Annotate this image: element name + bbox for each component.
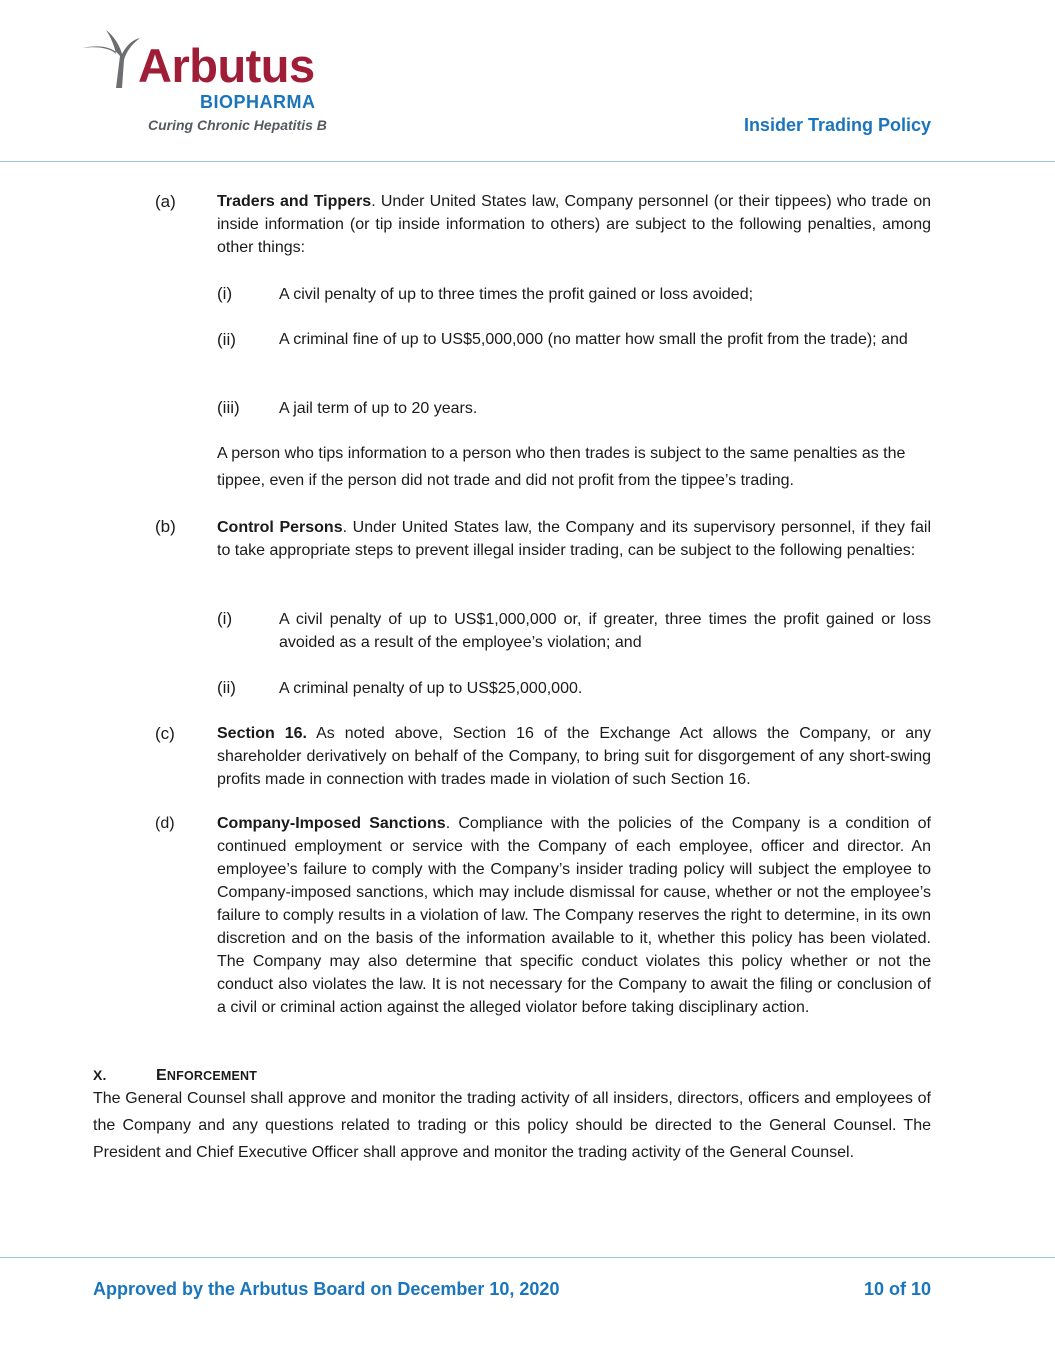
- section-x-number: X.: [93, 1067, 107, 1083]
- item-b-i-text: A civil penalty of up to US$1,000,000 or, if greater, three times the profit gained or loss avoided as a result of the employee’s violation; and: [279, 611, 931, 651]
- item-a-ii-text: A criminal fine of up to US$5,000,000 (no matter how small the profit from the trade); and: [279, 331, 908, 348]
- item-a-i-text: A civil penalty of up to three times the profit gained or loss avoided;: [279, 286, 754, 303]
- item-c-marker: (c): [155, 724, 175, 743]
- item-c-paragraph: [217, 722, 931, 791]
- logo-name: Arbutus: [138, 39, 315, 92]
- item-a-lead: Traders and Tippers: [217, 193, 372, 210]
- company-logo: [80, 22, 340, 140]
- footer-approval: Approved by the Arbutus Board on December 10, 2020: [93, 1279, 560, 1299]
- item-d-paragraph: [217, 812, 931, 1019]
- section-x-heading: [156, 1067, 257, 1085]
- item-c-lead: Section 16.: [217, 725, 307, 742]
- section-x-heading-initial: E: [156, 1067, 167, 1084]
- section-x-text: The General Counsel shall approve and monitor the trading activity of all insiders, directors, officers and employees of the Company and any questions related to trading or this policy should be directed to the General Counsel. The President and Chief Executive Officer shall approve and monitor the trading activity of the General Counsel.: [93, 1090, 931, 1161]
- item-a-iii-text: A jail term of up to 20 years.: [279, 400, 478, 417]
- logo-tagline: Curing Chronic Hepatitis B: [148, 117, 327, 133]
- item-c-text: As noted above, Section 16 of the Exchange Act allows the Company, or any shareholder derivatively on behalf of the Company, to bring suit for disgorgement of any short-swing profits made in connection with trades made in violation of such Section 16.: [217, 725, 931, 788]
- item-b-lead: Control Persons: [217, 519, 343, 536]
- item-a-marker: (a): [155, 192, 176, 211]
- document-title: Insider Trading Policy: [743, 115, 931, 135]
- item-b-i-marker: (i): [217, 609, 233, 628]
- item-a-note: A person who tips information to a person who then trades is subject to the same penalties as the tippee, even if the person did not trade and did not profit from the tippee’s trading.: [217, 445, 906, 489]
- item-b-paragraph: [217, 516, 931, 562]
- item-a-i-marker: (i): [217, 284, 233, 303]
- item-a-iii-marker: (iii): [217, 398, 240, 417]
- section-x-heading-rest: NFORCEMENT: [166, 1069, 258, 1083]
- item-a-paragraph: [217, 190, 931, 259]
- header-divider: [0, 161, 1055, 162]
- footer-page-number: 10 of 10: [863, 1279, 931, 1299]
- footer-divider: [0, 1257, 1055, 1258]
- item-a-text: . Under United States law, Company personnel (or their tippees) who trade on inside information (or tip inside information to others) are subject to the following penalties, among other things:: [217, 193, 931, 256]
- item-a-ii-marker: (ii): [217, 330, 236, 349]
- item-d-marker: (d): [155, 815, 175, 832]
- item-b-ii-text: A criminal penalty of up to US$25,000,000.: [279, 680, 583, 697]
- logo-subtitle: BIOPHARMA: [200, 92, 316, 112]
- item-b-marker: (b): [155, 517, 176, 536]
- item-d-text: . Compliance with the policies of the Company is a condition of continued employment or service with the Company of each employee, officer and director. An employee’s failure to comply with the Company’s insider trading policy will subject the employee to Company-imposed sanctions, which may include dismissal for cause, whether or not the employee’s failure to comply results in a violation of law. The Company reserves the right to determine, in its own discretion and on the basis of the information available to it, whether this policy has been violated. The Company may also determine that specific conduct violates this policy whether or not the conduct also violates the law. It is not necessary for the Company to await the filing or conclusion of a civil or criminal action against the alleged violator before taking disciplinary action.: [217, 815, 931, 1016]
- item-d-lead: Company-Imposed Sanctions: [217, 815, 446, 832]
- item-b-text: . Under United States law, the Company and its supervisory personnel, if they fail to take appropriate steps to prevent illegal insider trading, can be subject to the following penalties:: [217, 519, 932, 559]
- item-b-ii-marker: (ii): [217, 678, 236, 697]
